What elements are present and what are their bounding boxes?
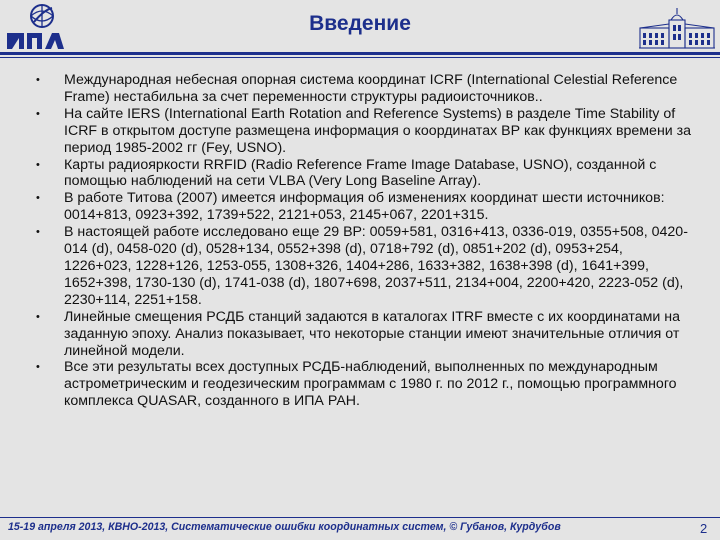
bullet-item	[0, 359, 720, 410]
bullet-text: В настоящей работе исследовано еще 29 ВР: 0059+581, 0316+413, 0336-019, 0355+508, 0420-014 (d), 0458-020 (d), 0528+134, 0552+398 (d), 0718+792 (d), 0851+202 (d), 0953+254, 1226+023, 1228+126, 1253-055, 1308+326, 1404+286, 1633+382, 1638+398 (d), 1641+399, 1652+398, 1730-130 (d), 1741-038 (d), 1807+698, 2037+511, 2134+004, 2200+420, 2223-052 (d), 2230+114, 2251+158.	[64, 224, 688, 308]
footer-citation: 15-19 апреля 2013, КВНО-2013, Систематические ошибки координатных систем, © Губанов, Курдубов	[8, 521, 561, 533]
bullet-dot-icon: •	[36, 158, 40, 171]
bullet-item	[0, 72, 720, 106]
bullet-text: Линейные смещения РСДБ станций задаются в каталогах ITRF вместе с их координатами на заданную эпоху. Анализ показывает, что некоторые станции имеют значительные отличия от линейной модели.	[64, 308, 680, 359]
bullet-text: Все эти результаты всех доступных РСДБ-наблюдений, выполненных по международным астрометрическим и геодезическим программам с 1980 г. по 2012 г., помощью программного комплекса QUASAR, созданного в ИПА РАН.	[64, 359, 677, 410]
bullet-item	[0, 190, 720, 224]
bullet-dot-icon: •	[36, 310, 40, 323]
bullet-text: Карты радиояркости RRFID (Radio Reference Frame Image Database, USNO), созданной с помощью наблюдений на сети VLBA (Very Long Baseline Array).	[64, 156, 657, 190]
bullet-dot-icon: •	[36, 192, 40, 205]
header	[0, 0, 720, 62]
page-title: Введение	[309, 12, 411, 35]
page-number: 2	[700, 521, 708, 536]
bullet-dot-icon: •	[36, 361, 40, 374]
footer-divider	[0, 517, 720, 518]
bullet-item	[0, 157, 720, 191]
bullet-item	[0, 224, 720, 309]
bullet-text: В работе Титова (2007) имеется информация об изменениях координат шести источников: 0014+813, 0923+392, 1739+522, 2121+053, 2145+067, 2201+315.	[64, 190, 665, 224]
bullet-item	[0, 106, 720, 157]
bullet-dot-icon: •	[36, 74, 40, 86]
bullet-list	[0, 72, 720, 410]
bullet-text: На сайте IERS (International Earth Rotation and Reference Systems) в разделе Time Stability of ICRF в открытом доступе размещена информация о координатах ВР как функциях времени за период 1985-2002 гг (Fey, USNO).	[64, 105, 692, 156]
header-divider	[0, 52, 720, 55]
content-area	[0, 72, 720, 410]
bullet-dot-icon: •	[36, 107, 40, 120]
bullet-item	[0, 309, 720, 360]
header-divider-thin	[0, 57, 720, 58]
bullet-dot-icon: •	[36, 226, 40, 239]
observatory-building-icon	[638, 6, 716, 50]
bullet-text: Международная небесная опорная система координат ICRF (International Celestial Reference Frame) нестабильна за счет переменности структуры радиоисточников..	[64, 72, 678, 105]
